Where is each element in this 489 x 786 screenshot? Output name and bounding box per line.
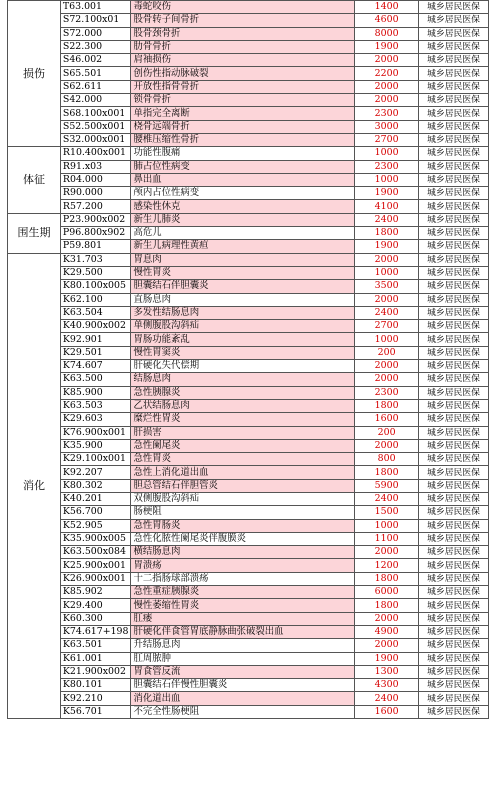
- insurance-type-cell: 城乡居民医保: [419, 679, 489, 692]
- disease-name-cell: 急性重症胰腺炎: [131, 586, 355, 599]
- amount-cell: 1600: [355, 705, 419, 718]
- amount-cell: 2000: [355, 639, 419, 652]
- insurance-type-cell: 城乡居民医保: [419, 120, 489, 133]
- disease-name-cell: 横结肠息肉: [131, 546, 355, 559]
- code-cell: K40.900x002: [60, 320, 131, 333]
- disease-name-cell: 慢性萎缩性胃炎: [131, 599, 355, 612]
- amount-cell: 2400: [355, 692, 419, 705]
- table-row: [8, 705, 489, 718]
- disease-name-cell: 股骨颈骨折: [131, 27, 355, 40]
- amount-cell: 4600: [355, 14, 419, 27]
- disease-name-cell: 胆囊结石伴胆囊炎: [131, 280, 355, 293]
- disease-name-cell: 感染性休克: [131, 200, 355, 213]
- disease-name-cell: 肺占位性病变: [131, 160, 355, 173]
- disease-name-cell: 升结肠息肉: [131, 639, 355, 652]
- insurance-type-cell: 城乡居民医保: [419, 546, 489, 559]
- insurance-type-cell: 城乡居民医保: [419, 519, 489, 532]
- code-cell: S68.100x001: [60, 107, 131, 120]
- table-row: [8, 639, 489, 652]
- disease-name-cell: 急性上消化道出血: [131, 466, 355, 479]
- insurance-type-cell: 城乡居民医保: [419, 266, 489, 279]
- table-row: [8, 240, 489, 253]
- insurance-type-cell: 城乡居民医保: [419, 320, 489, 333]
- amount-cell: 2000: [355, 80, 419, 93]
- code-cell: K21.900x002: [60, 665, 131, 678]
- table-body: [8, 1, 489, 719]
- disease-name-cell: 肋骨骨折: [131, 40, 355, 53]
- amount-cell: 2200: [355, 67, 419, 80]
- amount-cell: 1500: [355, 506, 419, 519]
- insurance-type-cell: 城乡居民医保: [419, 94, 489, 107]
- table-row: [8, 492, 489, 505]
- amount-cell: 2400: [355, 492, 419, 505]
- table-row: [8, 227, 489, 240]
- amount-cell: 2700: [355, 133, 419, 146]
- table-row: [8, 133, 489, 146]
- code-cell: R10.400x001: [60, 147, 131, 160]
- code-cell: S32.000x001: [60, 133, 131, 146]
- code-cell: K35.900x005: [60, 532, 131, 545]
- table-row: [8, 479, 489, 492]
- code-cell: K56.700: [60, 506, 131, 519]
- insurance-type-cell: 城乡居民医保: [419, 559, 489, 572]
- table-row: [8, 346, 489, 359]
- amount-cell: 1000: [355, 333, 419, 346]
- table-row: [8, 586, 489, 599]
- table-row: [8, 280, 489, 293]
- code-cell: R04.000: [60, 173, 131, 186]
- table-row: [8, 147, 489, 160]
- disease-name-cell: 十二指肠球部溃疡: [131, 572, 355, 585]
- disease-name-cell: 慢性胃炎: [131, 266, 355, 279]
- insurance-type-cell: 城乡居民医保: [419, 27, 489, 40]
- insurance-type-cell: 城乡居民医保: [419, 80, 489, 93]
- code-cell: P96.800x902: [60, 227, 131, 240]
- category-cell: 损伤: [8, 1, 61, 147]
- table-row: [8, 160, 489, 173]
- disease-name-cell: 胆总管结石伴胆管炎: [131, 479, 355, 492]
- amount-cell: 3500: [355, 280, 419, 293]
- code-cell: P23.900x002: [60, 213, 131, 226]
- table-row: [8, 293, 489, 306]
- insurance-type-cell: 城乡居民医保: [419, 133, 489, 146]
- insurance-type-cell: 城乡居民医保: [419, 639, 489, 652]
- disease-name-cell: 创伤性指动脉破裂: [131, 67, 355, 80]
- disease-name-cell: 毒蛇咬伤: [131, 1, 355, 14]
- category-cell: 消化: [8, 253, 61, 718]
- amount-cell: 1600: [355, 413, 419, 426]
- disease-name-cell: 胃食管反流: [131, 665, 355, 678]
- insurance-type-cell: 城乡居民医保: [419, 453, 489, 466]
- table-row: [8, 665, 489, 678]
- insurance-type-cell: 城乡居民医保: [419, 40, 489, 53]
- disease-name-cell: 颅内占位性病变: [131, 187, 355, 200]
- insurance-type-cell: 城乡居民医保: [419, 147, 489, 160]
- amount-cell: 6000: [355, 586, 419, 599]
- code-cell: K61.001: [60, 652, 131, 665]
- code-cell: S72.100x01: [60, 14, 131, 27]
- disease-name-cell: 急性阑尾炎: [131, 439, 355, 452]
- amount-cell: 4900: [355, 625, 419, 638]
- code-cell: R91.x03: [60, 160, 131, 173]
- disease-name-cell: 新生儿病理性黄疸: [131, 240, 355, 253]
- code-cell: K85.900: [60, 386, 131, 399]
- amount-cell: 2000: [355, 94, 419, 107]
- code-cell: K80.100x005: [60, 280, 131, 293]
- code-cell: K62.100: [60, 293, 131, 306]
- disease-name-cell: 肝硬化伴食管胃底静脉曲张破裂出血: [131, 625, 355, 638]
- insurance-type-cell: 城乡居民医保: [419, 173, 489, 186]
- table-row: [8, 54, 489, 67]
- insurance-type-cell: 城乡居民医保: [419, 413, 489, 426]
- table-row: [8, 559, 489, 572]
- code-cell: S42.000: [60, 94, 131, 107]
- disease-name-cell: 单侧腹股沟斜疝: [131, 320, 355, 333]
- table-row: [8, 612, 489, 625]
- insurance-type-cell: 城乡居民医保: [419, 399, 489, 412]
- code-cell: K63.500: [60, 373, 131, 386]
- category-cell: 围生期: [8, 213, 61, 253]
- insurance-type-cell: 城乡居民医保: [419, 360, 489, 373]
- insurance-type-cell: 城乡居民医保: [419, 506, 489, 519]
- amount-cell: 8000: [355, 27, 419, 40]
- disease-name-cell: 锁骨骨折: [131, 94, 355, 107]
- disease-name-cell: 不完全性肠梗阻: [131, 705, 355, 718]
- insurance-type-cell: 城乡居民医保: [419, 705, 489, 718]
- insurance-type-cell: 城乡居民医保: [419, 373, 489, 386]
- disease-name-cell: 单指完全离断: [131, 107, 355, 120]
- amount-cell: 2400: [355, 306, 419, 319]
- amount-cell: 2000: [355, 253, 419, 266]
- table-row: [8, 679, 489, 692]
- table-row: [8, 80, 489, 93]
- amount-cell: 1000: [355, 147, 419, 160]
- disease-name-cell: 双侧腹股沟斜疝: [131, 492, 355, 505]
- table-row: [8, 187, 489, 200]
- insurance-type-cell: 城乡居民医保: [419, 107, 489, 120]
- insurance-type-cell: 城乡居民医保: [419, 1, 489, 14]
- amount-cell: 1900: [355, 240, 419, 253]
- table-row: [8, 519, 489, 532]
- table-row: [8, 413, 489, 426]
- code-cell: K92.210: [60, 692, 131, 705]
- insurance-type-cell: 城乡居民医保: [419, 240, 489, 253]
- table-row: [8, 426, 489, 439]
- disease-name-cell: 高危儿: [131, 227, 355, 240]
- amount-cell: 1800: [355, 599, 419, 612]
- insurance-type-cell: 城乡居民医保: [419, 652, 489, 665]
- code-cell: K92.901: [60, 333, 131, 346]
- table-row: [8, 1, 489, 14]
- insurance-type-cell: 城乡居民医保: [419, 333, 489, 346]
- code-cell: K85.902: [60, 586, 131, 599]
- disease-name-cell: 胆囊结石伴慢性胆囊炎: [131, 679, 355, 692]
- amount-cell: 1900: [355, 40, 419, 53]
- table-row: [8, 333, 489, 346]
- code-cell: S72.000: [60, 27, 131, 40]
- table-row: [8, 306, 489, 319]
- insurance-type-cell: 城乡居民医保: [419, 625, 489, 638]
- insurance-type-cell: 城乡居民医保: [419, 293, 489, 306]
- table-row: [8, 266, 489, 279]
- disease-name-cell: 乙状结肠息肉: [131, 399, 355, 412]
- table-row: [8, 439, 489, 452]
- insurance-type-cell: 城乡居民医保: [419, 213, 489, 226]
- amount-cell: 1800: [355, 466, 419, 479]
- disease-name-cell: 慢性胃窦炎: [131, 346, 355, 359]
- amount-cell: 200: [355, 426, 419, 439]
- insurance-type-cell: 城乡居民医保: [419, 187, 489, 200]
- disease-name-cell: 桡骨远端骨折: [131, 120, 355, 133]
- insurance-type-cell: 城乡居民医保: [419, 466, 489, 479]
- disease-name-cell: 肩袖损伤: [131, 54, 355, 67]
- table-row: [8, 386, 489, 399]
- insurance-type-cell: 城乡居民医保: [419, 426, 489, 439]
- code-cell: R57.200: [60, 200, 131, 213]
- code-cell: K76.900x001: [60, 426, 131, 439]
- amount-cell: 2000: [355, 546, 419, 559]
- amount-cell: 1400: [355, 1, 419, 14]
- disease-name-cell: 多发性结肠息肉: [131, 306, 355, 319]
- code-cell: K31.703: [60, 253, 131, 266]
- amount-cell: 2700: [355, 320, 419, 333]
- insurance-type-cell: 城乡居民医保: [419, 599, 489, 612]
- disease-name-cell: 新生儿肺炎: [131, 213, 355, 226]
- insurance-type-cell: 城乡居民医保: [419, 54, 489, 67]
- insurance-type-cell: 城乡居民医保: [419, 665, 489, 678]
- code-cell: K56.701: [60, 705, 131, 718]
- code-cell: S62.611: [60, 80, 131, 93]
- disease-name-cell: 腰椎压缩性骨折: [131, 133, 355, 146]
- table-row: [8, 532, 489, 545]
- table-row: [8, 625, 489, 638]
- amount-cell: 1800: [355, 227, 419, 240]
- code-cell: K80.302: [60, 479, 131, 492]
- code-cell: K74.607: [60, 360, 131, 373]
- disease-name-cell: 消化道出血: [131, 692, 355, 705]
- table-row: [8, 546, 489, 559]
- amount-cell: 4100: [355, 200, 419, 213]
- amount-cell: 5900: [355, 479, 419, 492]
- table-row: [8, 453, 489, 466]
- amount-cell: 2400: [355, 213, 419, 226]
- disease-name-cell: 直肠息肉: [131, 293, 355, 306]
- code-cell: K29.400: [60, 599, 131, 612]
- table-row: [8, 107, 489, 120]
- amount-cell: 1300: [355, 665, 419, 678]
- amount-cell: 1900: [355, 652, 419, 665]
- insurance-type-cell: 城乡居民医保: [419, 253, 489, 266]
- table-row: [8, 200, 489, 213]
- insurance-type-cell: 城乡居民医保: [419, 479, 489, 492]
- disease-name-cell: 糜烂性胃炎: [131, 413, 355, 426]
- table-row: [8, 466, 489, 479]
- disease-name-cell: 胃肠功能紊乱: [131, 333, 355, 346]
- code-cell: K63.500x084: [60, 546, 131, 559]
- disease-name-cell: 鼻出血: [131, 173, 355, 186]
- code-cell: K25.900x001: [60, 559, 131, 572]
- table-row: [8, 373, 489, 386]
- amount-cell: 2300: [355, 107, 419, 120]
- category-cell: 体征: [8, 147, 61, 213]
- insurance-type-cell: 城乡居民医保: [419, 306, 489, 319]
- insurance-type-cell: 城乡居民医保: [419, 280, 489, 293]
- amount-cell: 1000: [355, 519, 419, 532]
- amount-cell: 1200: [355, 559, 419, 572]
- code-cell: K35.900: [60, 439, 131, 452]
- insurance-type-cell: 城乡居民医保: [419, 67, 489, 80]
- amount-cell: 2000: [355, 439, 419, 452]
- amount-cell: 200: [355, 346, 419, 359]
- code-cell: S46.002: [60, 54, 131, 67]
- insurance-type-cell: 城乡居民医保: [419, 227, 489, 240]
- disease-name-cell: 肛周脓肿: [131, 652, 355, 665]
- disease-name-cell: 胃溃疡: [131, 559, 355, 572]
- code-cell: R90.000: [60, 187, 131, 200]
- table-row: [8, 14, 489, 27]
- table-row: [8, 94, 489, 107]
- table-row: [8, 692, 489, 705]
- code-cell: K29.500: [60, 266, 131, 279]
- code-cell: K92.207: [60, 466, 131, 479]
- amount-cell: 1800: [355, 399, 419, 412]
- disease-name-cell: 胃息肉: [131, 253, 355, 266]
- disease-name-cell: 股骨转子间骨折: [131, 14, 355, 27]
- table-row: [8, 67, 489, 80]
- table-row: [8, 173, 489, 186]
- code-cell: K26.900x001: [60, 572, 131, 585]
- table-row: [8, 399, 489, 412]
- disease-name-cell: 开放性指骨骨折: [131, 80, 355, 93]
- amount-cell: 800: [355, 453, 419, 466]
- amount-cell: 1000: [355, 266, 419, 279]
- code-cell: S52.500x001: [60, 120, 131, 133]
- code-cell: K29.603: [60, 413, 131, 426]
- amount-cell: 2000: [355, 373, 419, 386]
- amount-cell: 1000: [355, 173, 419, 186]
- insurance-type-cell: 城乡居民医保: [419, 160, 489, 173]
- code-cell: K40.201: [60, 492, 131, 505]
- disease-name-cell: 肝硬化失代偿期: [131, 360, 355, 373]
- insurance-type-cell: 城乡居民医保: [419, 14, 489, 27]
- table-row: [8, 40, 489, 53]
- amount-cell: 2300: [355, 160, 419, 173]
- disease-name-cell: 急性胰腺炎: [131, 386, 355, 399]
- amount-cell: 1900: [355, 187, 419, 200]
- code-cell: K80.101: [60, 679, 131, 692]
- code-cell: K60.300: [60, 612, 131, 625]
- disease-name-cell: 结肠息肉: [131, 373, 355, 386]
- table-row: [8, 27, 489, 40]
- code-cell: S22.300: [60, 40, 131, 53]
- code-cell: T63.001: [60, 1, 131, 14]
- amount-cell: 3000: [355, 120, 419, 133]
- insurance-type-cell: 城乡居民医保: [419, 200, 489, 213]
- amount-cell: 2000: [355, 360, 419, 373]
- insurance-type-cell: 城乡居民医保: [419, 346, 489, 359]
- disease-name-cell: 功能性腹痛: [131, 147, 355, 160]
- disease-name-cell: 肠梗阻: [131, 506, 355, 519]
- code-cell: K63.503: [60, 399, 131, 412]
- amount-cell: 2300: [355, 386, 419, 399]
- insurance-type-cell: 城乡居民医保: [419, 572, 489, 585]
- insurance-type-cell: 城乡居民医保: [419, 692, 489, 705]
- table-row: [8, 652, 489, 665]
- code-cell: K52.905: [60, 519, 131, 532]
- disease-name-cell: 急性化脓性阑尾炎伴腹膜炎: [131, 532, 355, 545]
- table-row: [8, 572, 489, 585]
- code-cell: K29.100x001: [60, 453, 131, 466]
- insurance-type-cell: 城乡居民医保: [419, 386, 489, 399]
- table-row: [8, 213, 489, 226]
- disease-name-cell: 急性胃炎: [131, 453, 355, 466]
- insurance-type-cell: 城乡居民医保: [419, 532, 489, 545]
- disease-name-cell: 肛瘘: [131, 612, 355, 625]
- code-cell: S65.501: [60, 67, 131, 80]
- disease-fee-table: [7, 0, 489, 719]
- table-row: [8, 360, 489, 373]
- insurance-type-cell: 城乡居民医保: [419, 439, 489, 452]
- code-cell: P59.801: [60, 240, 131, 253]
- insurance-type-cell: 城乡居民医保: [419, 586, 489, 599]
- code-cell: K74.617+198: [60, 625, 131, 638]
- amount-cell: 2000: [355, 612, 419, 625]
- table-row: [8, 320, 489, 333]
- insurance-type-cell: 城乡居民医保: [419, 492, 489, 505]
- amount-cell: 4300: [355, 679, 419, 692]
- code-cell: K29.501: [60, 346, 131, 359]
- disease-name-cell: 急性胃肠炎: [131, 519, 355, 532]
- table-row: [8, 120, 489, 133]
- table-row: [8, 253, 489, 266]
- amount-cell: 2000: [355, 293, 419, 306]
- code-cell: K63.501: [60, 639, 131, 652]
- disease-name-cell: 肝损害: [131, 426, 355, 439]
- table-row: [8, 599, 489, 612]
- code-cell: K63.504: [60, 306, 131, 319]
- insurance-type-cell: 城乡居民医保: [419, 612, 489, 625]
- table-row: [8, 506, 489, 519]
- amount-cell: 2000: [355, 54, 419, 67]
- amount-cell: 1100: [355, 532, 419, 545]
- amount-cell: 1800: [355, 572, 419, 585]
